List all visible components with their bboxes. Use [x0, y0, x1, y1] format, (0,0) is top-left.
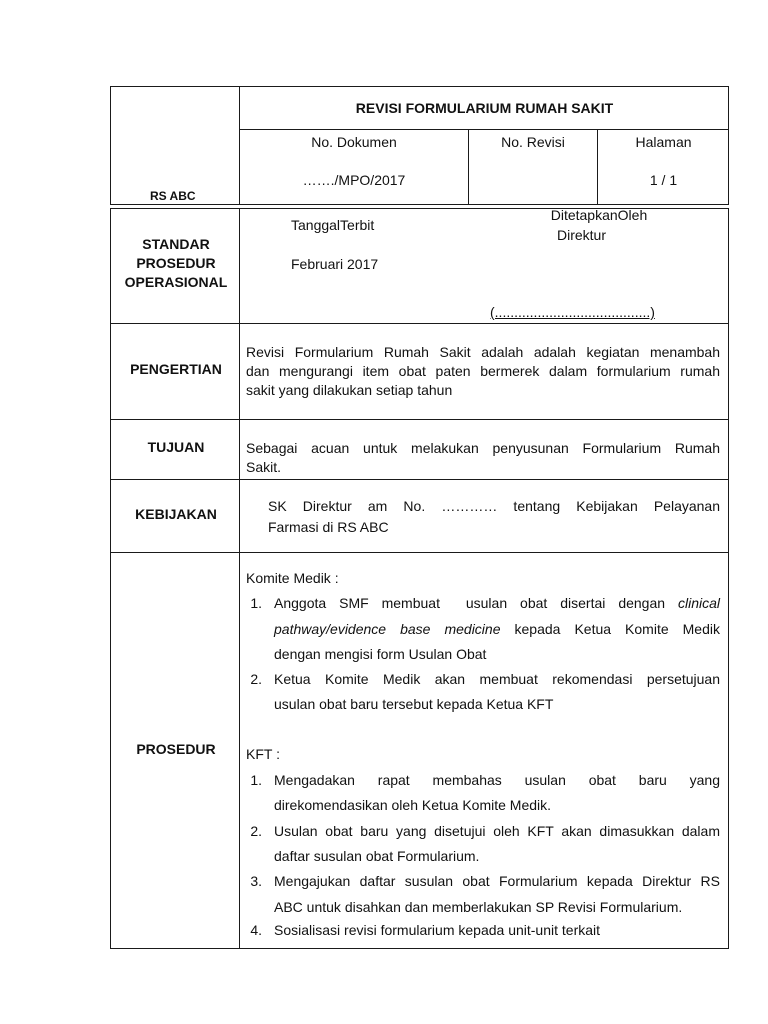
komite-item-2-line-2: usulan obat baru tersebut kepada Ketua KFT — [274, 696, 554, 712]
prosedur-label: PROSEDUR — [136, 741, 216, 757]
komite-heading: Komite Medik : — [246, 570, 339, 586]
kebijakan-label: KEBIJAKAN — [135, 506, 217, 522]
sop-label-line-1: STANDAR — [142, 236, 210, 252]
revision-label: No. Revisi — [501, 134, 565, 150]
pengertian-line-2: dan mengurangi item obat paten bermerek dalam formularium rumah — [246, 363, 720, 379]
doc-number-value: ……./MPO/2017 — [302, 172, 406, 188]
doc-number-label: No. Dokumen — [311, 134, 397, 150]
pengertian-line-3: sakit yang dilakukan setiap tahun — [246, 382, 453, 398]
issue-date-value: Februari 2017 — [291, 256, 379, 272]
header-divider-title — [239, 129, 729, 130]
row-divider-tujuan — [110, 479, 729, 480]
kft-item-3-line-1: Mengajukan daftar susulan obat Formularium kepada Direktur RS — [274, 873, 720, 889]
komite-item-1-line-2 — [274, 620, 720, 638]
kft-item-1-number: 1. — [250, 772, 262, 788]
kebijakan-line-2: Farmasi di RS ABC — [268, 519, 389, 535]
kft-item-3-number: 3. — [250, 873, 262, 889]
signature-line: (........................................) — [490, 304, 655, 320]
komite-item-1-line-3: dengan mengisi form Usulan Obat — [274, 646, 487, 662]
kft-item-2-line-2: daftar susulan obat Formularium. — [274, 848, 480, 864]
komite-item-1-line-1 — [274, 594, 720, 612]
row-divider-pengertian — [110, 419, 729, 420]
kft-item-3-line-2: ABC untuk disahkan dan memberlakukan SP Revisi Formularium. — [274, 899, 683, 915]
page-value: 1 / 1 — [649, 172, 678, 188]
approved-by-role: Direktur — [557, 227, 607, 243]
issue-date-label: TanggalTerbit — [291, 217, 375, 233]
tujuan-label: TUJUAN — [147, 439, 205, 455]
pengertian-line-1: Revisi Formularium Rumah Sakit adalah adalah kegiatan menambah — [246, 344, 720, 360]
komite-item-1-text: Anggota SMF membuat usulan obat disertai dengan — [274, 595, 678, 611]
komite-item-2-line-1: Ketua Komite Medik akan membuat rekomendasi persetujuan — [274, 671, 720, 687]
pengertian-label: PENGERTIAN — [130, 361, 222, 377]
kebijakan-line-1: SK Direktur am No. ………… tentang Kebijakan Pelayanan — [268, 498, 720, 514]
kft-item-4-line-1: Sosialisasi revisi formularium kepada unit-unit terkait — [274, 922, 601, 938]
hospital-name: RS ABC — [150, 189, 196, 203]
komite-item-1-number: 1. — [250, 595, 262, 611]
page-label: Halaman — [635, 134, 692, 150]
tujuan-line-2: Sakit. — [246, 459, 282, 475]
row-divider-sop — [110, 323, 729, 324]
sop-label-line-3: OPERASIONAL — [124, 274, 228, 290]
kft-item-2-number: 2. — [250, 823, 262, 839]
komite-item-1-line-2-text: kepada Ketua Komite Medik — [500, 621, 720, 637]
kft-item-4-number: 4. — [250, 922, 262, 938]
document-title: REVISI FORMULARIUM RUMAH SAKIT — [355, 100, 614, 116]
sop-label-line-2: PROSEDUR — [136, 255, 216, 271]
tujuan-line-1: Sebagai acuan untuk melakukan penyusunan Formularium Rumah — [246, 440, 720, 456]
komite-item-1-line-2-italic: pathway/evidence base medicine — [274, 621, 501, 637]
approved-by-label: DitetapkanOleh — [550, 207, 648, 223]
kft-item-1-line-1: Mengadakan rapat membahas usulan obat baru yang — [274, 772, 720, 788]
komite-item-2-number: 2. — [250, 671, 262, 687]
kft-heading: KFT : — [246, 746, 280, 762]
row-divider-kebijakan — [110, 552, 729, 553]
kft-item-2-line-1: Usulan obat baru yang disetujui oleh KFT akan dimasukkan dalam — [274, 823, 720, 839]
kft-item-1-line-2: direkomendasikan oleh Ketua Komite Medik. — [274, 797, 552, 813]
komite-item-1-italic: clinical — [677, 595, 720, 611]
body-column-divider — [239, 208, 240, 949]
